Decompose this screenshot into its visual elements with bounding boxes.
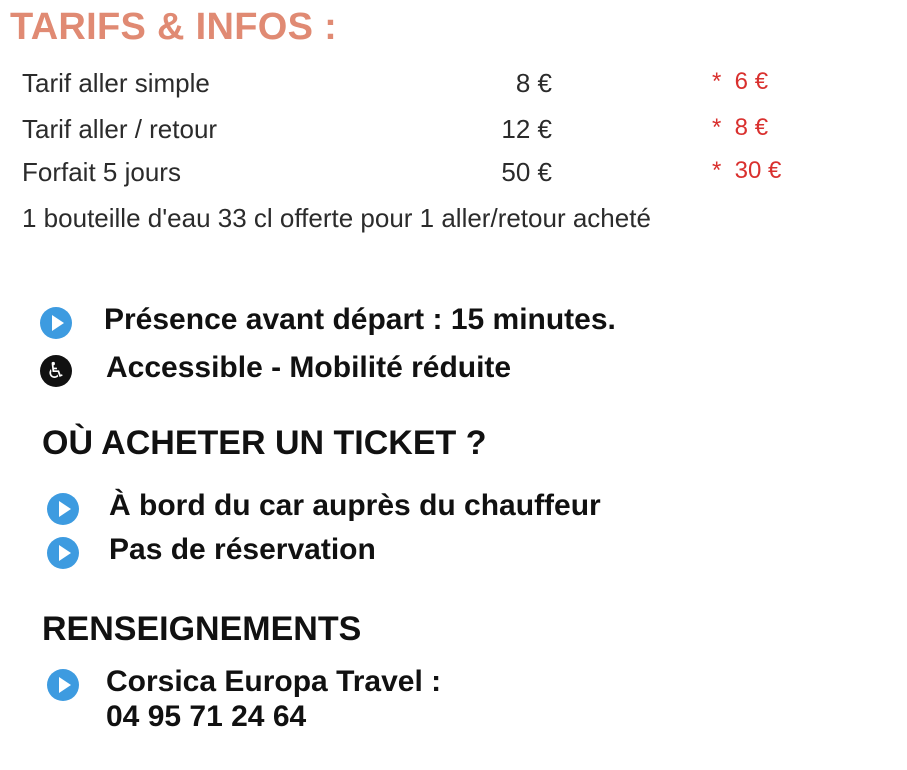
tarif-discount: * 6 € xyxy=(712,68,769,95)
tarif-label: Tarif aller / retour xyxy=(22,114,218,144)
play-icon xyxy=(47,669,79,701)
info-text: Accessible - Mobilité réduite xyxy=(106,351,512,384)
contact-name: Corsica Europa Travel : xyxy=(106,665,442,698)
tarif-row-simple xyxy=(22,68,882,104)
tarif-discount: * 8 € xyxy=(712,114,769,141)
play-icon xyxy=(47,493,79,525)
tarif-price: 50 € xyxy=(501,157,552,187)
ticket-text: Pas de réservation xyxy=(109,533,376,566)
page-title: TARIFS & INFOS : xyxy=(10,6,338,48)
tarif-row-forfait xyxy=(22,157,882,193)
tarif-label: Forfait 5 jours xyxy=(22,157,181,187)
tarif-price: 12 € xyxy=(501,114,552,144)
tarif-label: Tarif aller simple xyxy=(22,68,210,98)
play-icon xyxy=(40,307,72,339)
wheelchair-icon: ♿ xyxy=(40,355,72,387)
ticket-heading: OÙ ACHETER UN TICKET ? xyxy=(42,424,487,462)
tarif-discount: * 30 € xyxy=(712,157,782,184)
tarif-price: 8 € xyxy=(515,68,552,98)
ticket-text: À bord du car auprès du chauffeur xyxy=(109,489,601,522)
contact-phone: 04 95 71 24 64 xyxy=(106,700,307,733)
offer-note: 1 bouteille d'eau 33 cl offerte pour 1 aller/retour acheté xyxy=(22,203,651,233)
contact-heading: RENSEIGNEMENTS xyxy=(42,610,362,648)
info-text: Présence avant départ : 15 minutes. xyxy=(104,303,616,336)
play-icon xyxy=(47,537,79,569)
tarif-row-aller-retour xyxy=(22,114,882,150)
